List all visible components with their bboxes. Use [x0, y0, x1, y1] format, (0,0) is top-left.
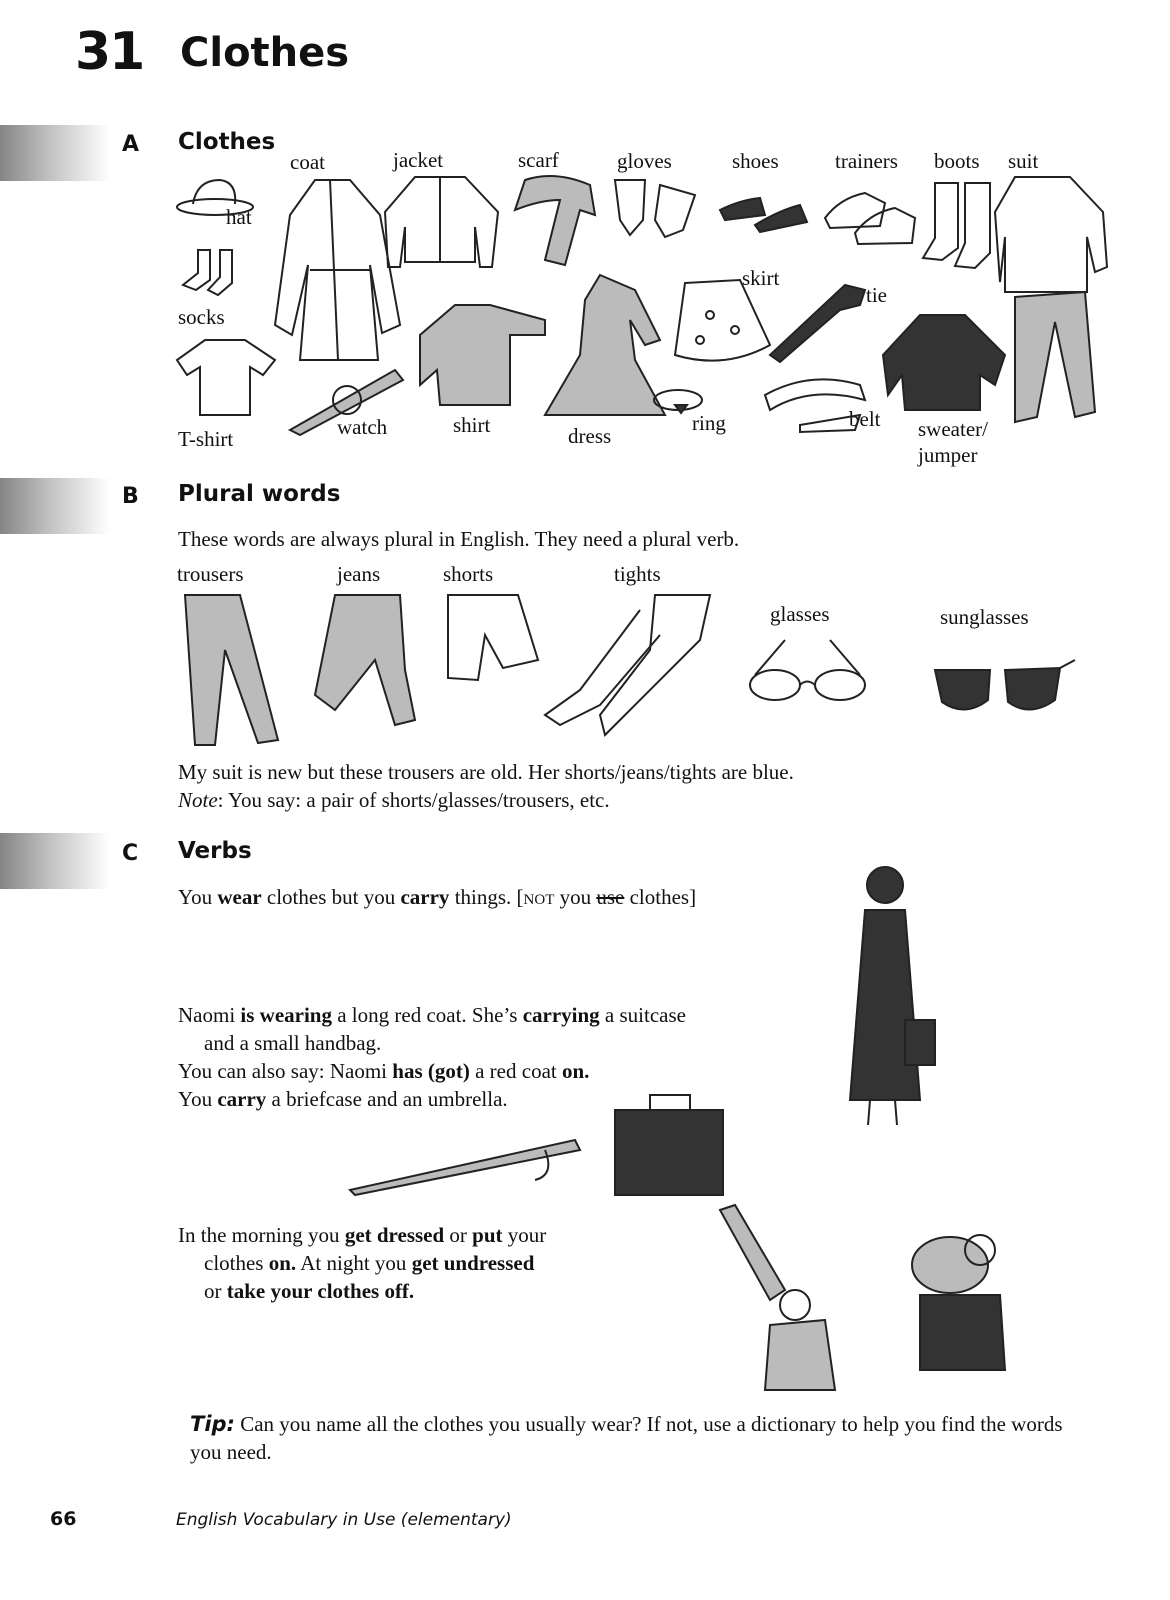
section-b-letter: B	[122, 484, 139, 509]
tip-label: Tip:	[190, 1412, 235, 1436]
text-segment: a suitcase	[599, 1003, 686, 1027]
text-segment: carrying	[522, 1003, 600, 1027]
label-tie: tie	[866, 283, 887, 307]
trousers-illustration	[180, 590, 285, 750]
shoes-illustration	[715, 180, 815, 235]
glasses-illustration	[745, 630, 875, 705]
watch-illustration	[285, 360, 410, 435]
text-segment: clothes	[204, 1251, 269, 1275]
naomi-line-3	[178, 1057, 798, 1085]
boots-illustration	[920, 178, 1000, 273]
label-shirt: shirt	[453, 413, 491, 437]
tshirt-illustration	[175, 335, 280, 420]
belt-illustration	[760, 370, 870, 440]
gloves-illustration	[605, 175, 705, 245]
shirt-illustration	[415, 295, 550, 410]
tip-text: Can you name all the clothes you usually wear? If not, use a dictionary to help you find the words you need.	[190, 1412, 1063, 1464]
label-trousers: trousers	[177, 562, 244, 586]
label-scarf: scarf	[518, 148, 559, 172]
page-number: 66	[50, 1508, 77, 1530]
undressing-illustration	[905, 1225, 1015, 1375]
text-segment: your clothes off.	[270, 1279, 415, 1303]
shorts-illustration	[443, 590, 543, 685]
label-socks: socks	[178, 305, 225, 329]
label-tights: tights	[614, 562, 661, 586]
socks-illustration	[178, 245, 248, 300]
text-segment: a long red coat. She’s	[331, 1003, 523, 1027]
jacket-illustration	[380, 172, 505, 272]
label-boots: boots	[934, 149, 980, 173]
text-segment: you	[554, 885, 597, 909]
label-sweater: sweater/	[918, 417, 988, 441]
section-b-intro: These words are always plural in English. They need a plural verb.	[178, 527, 740, 551]
text-segment: take	[226, 1279, 266, 1303]
text-segment: or	[444, 1223, 473, 1247]
text-segment: carry	[400, 885, 450, 909]
dressing-illustration	[710, 1200, 845, 1395]
umbrella-illustration	[345, 1130, 585, 1200]
label-jacket: jacket	[393, 148, 444, 172]
text-segment: on.	[561, 1059, 590, 1083]
naomi-line-2	[178, 1029, 798, 1057]
text-segment: At night you	[296, 1251, 412, 1275]
label-shoes: shoes	[732, 149, 779, 173]
text-segment: not	[523, 885, 555, 909]
text-segment: and a small handbag.	[204, 1031, 382, 1055]
morning-line-2	[178, 1249, 658, 1277]
hat-illustration	[175, 172, 265, 222]
naomi-line-1	[178, 1001, 798, 1029]
label-skirt: skirt	[742, 266, 780, 290]
text-segment: a red coat	[469, 1059, 562, 1083]
text-segment: You	[178, 1087, 218, 1111]
label-jeans: jeans	[337, 562, 381, 586]
scarf-illustration	[505, 170, 605, 275]
text-segment: or	[204, 1279, 227, 1303]
text-segment: use	[596, 885, 625, 909]
sweater-illustration	[880, 305, 1010, 415]
section-c-line1	[178, 883, 696, 911]
section-a-title: Clothes	[178, 129, 276, 155]
briefcase-illustration	[610, 1090, 730, 1200]
naomi-illustration	[840, 860, 940, 1130]
label-trainers: trainers	[835, 149, 898, 173]
text-segment: clothes but you	[261, 885, 401, 909]
text-segment: Naomi	[178, 1003, 241, 1027]
text-segment: You	[178, 885, 218, 909]
text-segment: a briefcase and an umbrella.	[266, 1087, 508, 1111]
section-a-letter: A	[122, 132, 140, 157]
sunglasses-illustration	[930, 640, 1080, 725]
section-c-tab-marker	[0, 833, 110, 889]
unit-title: Clothes	[180, 30, 350, 76]
jeans-illustration	[310, 590, 425, 730]
label-tshirt: T-shirt	[178, 427, 234, 451]
skirt-illustration	[670, 275, 775, 375]
label-watch: watch	[337, 415, 388, 439]
trainers-illustration	[820, 178, 920, 248]
label-shorts: shorts	[443, 562, 494, 586]
text-segment: on.	[268, 1251, 297, 1275]
text-segment: wear	[217, 885, 262, 909]
text-segment: put	[472, 1223, 503, 1247]
text-segment: get undressed	[411, 1251, 535, 1275]
section-a-tab-marker	[0, 125, 110, 181]
morning-line-3	[178, 1277, 658, 1305]
book-title: English Vocabulary in Use (elementary)	[176, 1510, 512, 1530]
label-suit: suit	[1008, 149, 1039, 173]
tip-box	[190, 1410, 1090, 1466]
text-segment: clothes]	[624, 885, 697, 909]
morning-line-1	[178, 1221, 658, 1249]
ring-illustration	[650, 385, 710, 420]
tights-illustration	[540, 590, 715, 745]
label-hat: hat	[226, 205, 252, 229]
section-c-letter: C	[122, 841, 139, 866]
label-sunglasses: sunglasses	[940, 605, 1029, 629]
section-b-note	[178, 786, 610, 814]
section-c-title: Verbs	[178, 838, 252, 864]
text-segment: Note	[178, 788, 218, 812]
text-segment: get dressed	[344, 1223, 445, 1247]
label-belt: belt	[849, 407, 881, 431]
label-gloves: gloves	[617, 149, 672, 173]
text-segment: You can also say: Naomi	[178, 1059, 393, 1083]
section-b-title: Plural words	[178, 481, 341, 507]
unit-number: 31	[75, 22, 144, 82]
text-segment: : You say: a pair of shorts/glasses/trousers, etc.	[217, 788, 610, 812]
label-ring: ring	[692, 411, 726, 435]
label-jumper: jumper	[918, 443, 978, 467]
tie-illustration	[765, 280, 870, 365]
section-b-tab-marker	[0, 478, 110, 534]
text-segment: has (got)	[392, 1059, 470, 1083]
text-segment: In the morning you	[178, 1223, 345, 1247]
label-dress: dress	[568, 424, 612, 448]
text-segment: things. [	[449, 885, 524, 909]
text-segment: is wearing	[240, 1003, 332, 1027]
label-coat: coat	[290, 150, 325, 174]
suit-illustration	[995, 172, 1115, 427]
section-c-morning-paragraph	[178, 1221, 658, 1305]
label-glasses: glasses	[770, 602, 830, 626]
text-segment: carry	[217, 1087, 267, 1111]
section-b-example: My suit is new but these trousers are old. Her shorts/jeans/tights are blue.	[178, 760, 794, 784]
text-segment: your	[502, 1223, 547, 1247]
